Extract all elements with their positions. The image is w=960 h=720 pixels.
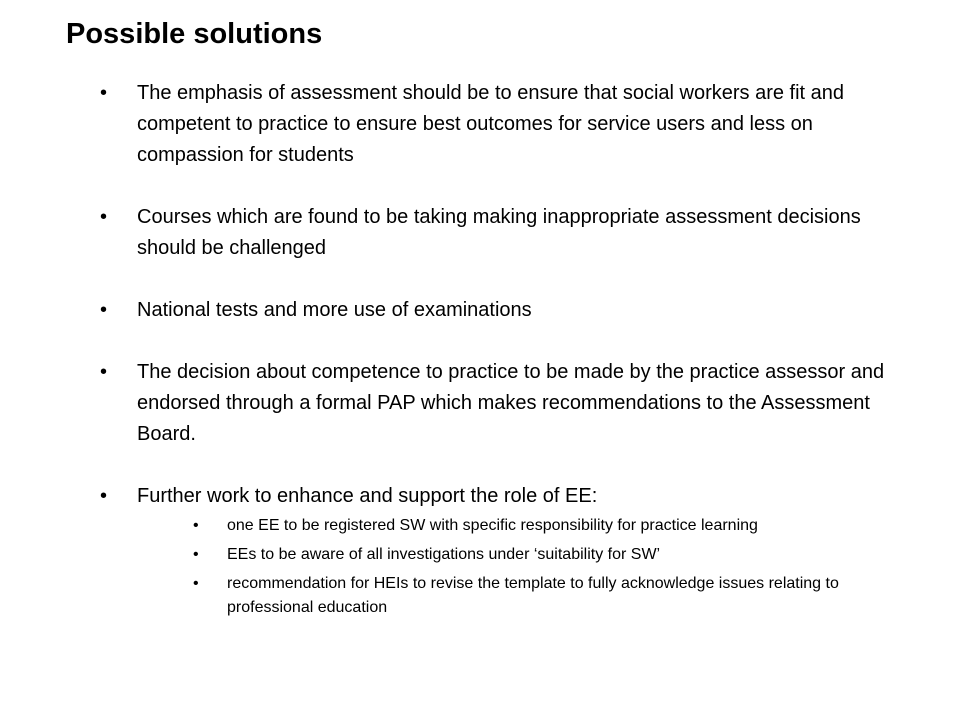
sub-bullet-item xyxy=(193,543,853,567)
sub-bullet-dot-icon: • xyxy=(193,575,199,592)
bullet-dot-icon: • xyxy=(100,485,108,507)
bullet-list xyxy=(100,78,920,625)
bullet-item xyxy=(100,357,920,450)
bullet-dot-icon: • xyxy=(100,299,108,321)
bullet-dot-icon: • xyxy=(100,206,108,228)
sub-bullet-text: one EE to be registered SW with specific responsibility for practice learning xyxy=(227,517,758,534)
bullet-text: Further work to enhance and support the role of EE: xyxy=(137,485,598,507)
bullet-dot-icon: • xyxy=(100,82,108,104)
bullet-text: The emphasis of assessment should be to ensure that social workers are fit and competent to practice to ensure best outcomes for service users and less on compassion for students xyxy=(137,82,845,166)
bullet-item xyxy=(100,78,920,171)
sub-bullet-text: EEs to be aware of all investigations under ‘suitability for SW’ xyxy=(227,546,661,563)
sub-bullet-dot-icon: • xyxy=(193,517,199,534)
sub-bullet-list xyxy=(193,514,853,620)
bullet-text: Courses which are found to be taking making inappropriate assessment decisions should be challenged xyxy=(137,206,861,259)
sub-bullet-item xyxy=(193,572,853,620)
sub-bullet-dot-icon: • xyxy=(193,546,199,563)
bullet-item xyxy=(100,481,920,620)
bullet-item xyxy=(100,202,920,264)
bullet-text: National tests and more use of examinations xyxy=(137,299,532,321)
bullet-item xyxy=(100,295,920,326)
sub-bullet-item xyxy=(193,514,853,538)
bullet-text: The decision about competence to practice to be made by the practice assessor and endorsed through a formal PAP which makes recommendations to the Assessment Board. xyxy=(137,361,885,445)
sub-bullet-text: recommendation for HEIs to revise the template to fully acknowledge issues relating to professional education xyxy=(227,575,839,616)
bullet-dot-icon: • xyxy=(100,361,108,383)
slide-title: Possible solutions xyxy=(66,18,323,50)
